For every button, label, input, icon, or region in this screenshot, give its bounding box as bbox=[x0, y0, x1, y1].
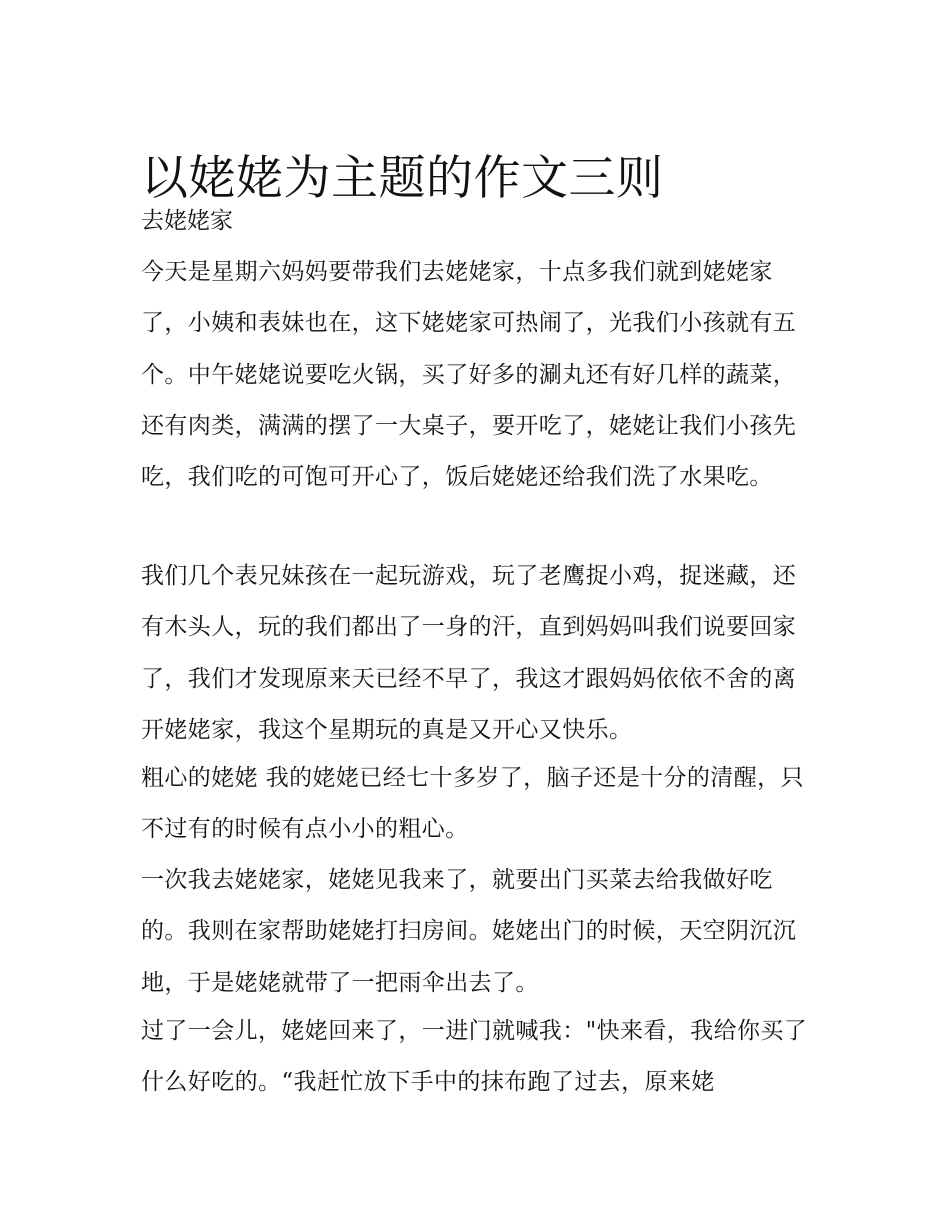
paragraph-5: 过了一会儿，姥姥回来了，一进门就喊我："快来看，我给你买了什么好吃的。“我赶忙放下手中的抹布跑了过去，原来姥 bbox=[141, 1018, 808, 1096]
paragraph-4: 一次我去姥姥家，姥姥见我来了，就要出门买菜去给我做好吃的。我则在家帮助姥姥打扫房间。姥姥出门的时候，天空阴沉沉地，于是姥姥就带了一把雨伞出去了。 bbox=[141, 867, 797, 996]
paragraph-3: 粗心的姥姥 我的姥姥已经七十多岁了，脑子还是十分的清醒，只不过有的时候有点小小的粗心。 bbox=[141, 765, 804, 843]
paragraph-2: 我们几个表兄妹孩在一起玩游戏，玩了老鹰捉小鸡，捉迷藏，还有木头人，玩的我们都出了一身的汗，直到妈妈叫我们说要回家了，我们才发现原来天已经不早了，我这才跟妈妈依依不舍的离开姥姥家，我这个星期玩的真是又开心又快乐。 bbox=[141, 563, 797, 743]
document-title: 以姥姥为主题的作文三则 bbox=[141, 151, 664, 207]
paragraph-1: 今天是星期六妈妈要带我们去姥姥家，十点多我们就到姥姥家了，小姨和表妹也在，这下姥姥家可热闹了，光我们小孩就有五个。中午姥姥说要吃火锅，买了好多的涮丸还有好几样的蔬菜，还有肉类，满满的摆了一大桌子，要开吃了，姥姥让我们小孩先吃，我们吃的可饱可开心了，饭后姥姥还给我们洗了水果吃。 bbox=[141, 259, 797, 491]
section-heading: 去姥姥家 bbox=[141, 208, 233, 234]
